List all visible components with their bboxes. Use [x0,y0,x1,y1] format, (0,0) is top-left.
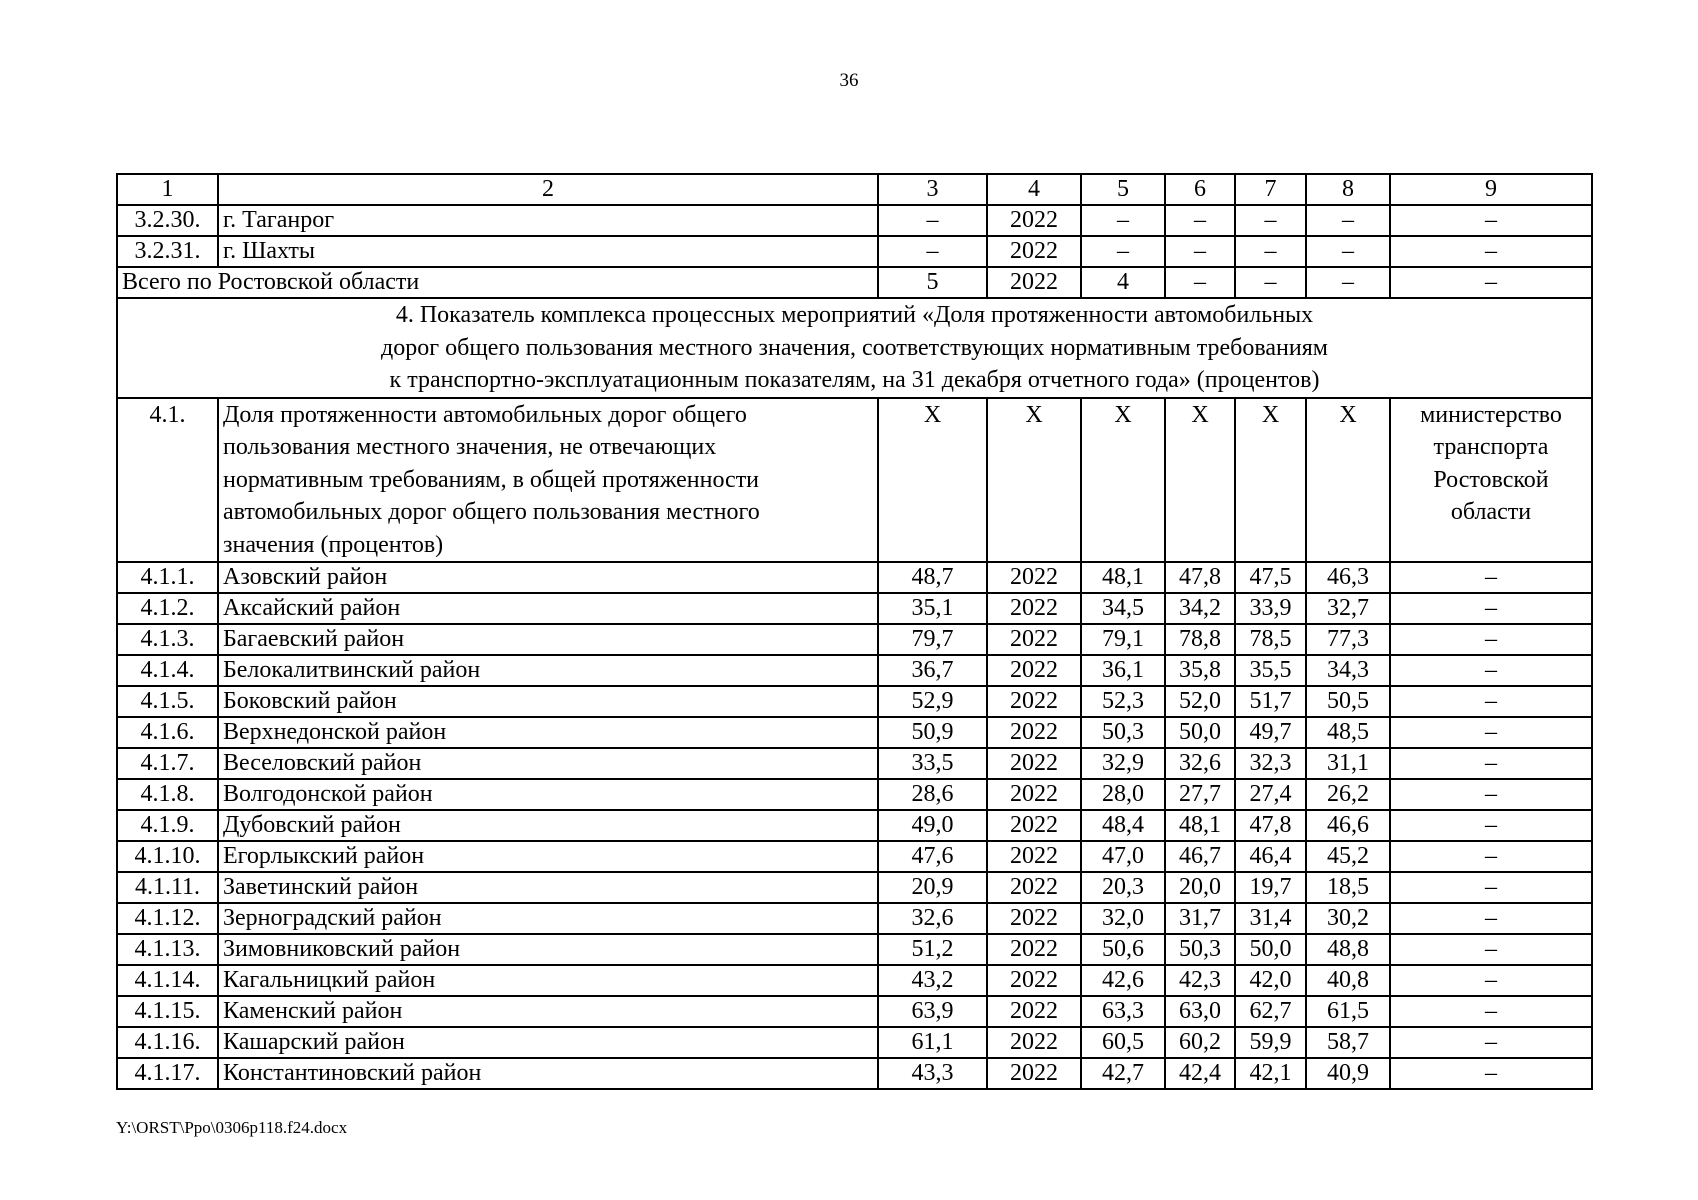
table-row [117,205,1592,236]
row-number-cell: 4.1.9. [117,810,218,841]
value-cell: – [1390,748,1592,779]
page-number: 36 [839,70,859,91]
value-cell: – [1081,205,1165,236]
value-cell: 50,5 [1306,686,1390,717]
value-cell: 60,2 [1165,1027,1235,1058]
value-cell: 2022 [987,655,1081,686]
value-cell: 46,3 [1306,562,1390,593]
row-number-cell: 4.1.3. [117,624,218,655]
value-cell: 2022 [987,236,1081,267]
value-cell: 35,8 [1165,655,1235,686]
value-cell: 42,1 [1235,1058,1306,1089]
value-cell: – [1165,267,1235,298]
section-title-row [117,298,1592,398]
value-cell: 34,5 [1081,593,1165,624]
responsible-line: области [1450,499,1532,525]
value-cell: 63,0 [1165,996,1235,1027]
value-cell: – [1235,267,1306,298]
value-cell: 49,7 [1235,717,1306,748]
section-title-line: к транспортно-эксплуатационным показателям, на 31 декабря отчетного года» (процентов) [389,367,1320,393]
value-cell: 2022 [987,593,1081,624]
header-cell: 9 [1390,174,1592,205]
value-cell: – [1390,593,1592,624]
row-number-cell: 4.1.5. [117,686,218,717]
value-cell: 48,1 [1081,562,1165,593]
value-cell: – [1390,205,1592,236]
indicator-description-line: пользования местного значения, не отвечающих [223,434,717,460]
value-cell: 19,7 [1235,872,1306,903]
value-cell: 36,1 [1081,655,1165,686]
value-cell: 52,0 [1165,686,1235,717]
value-cell: – [1165,205,1235,236]
value-cell: 48,7 [878,562,987,593]
row-number-cell: 4.1.15. [117,996,218,1027]
value-cell: 52,9 [878,686,987,717]
value-cell: 63,9 [878,996,987,1027]
value-cell: 46,4 [1235,841,1306,872]
value-cell: 2022 [987,779,1081,810]
value-cell: 33,5 [878,748,987,779]
responsible-line: транспорта [1433,434,1549,460]
value-cell: 78,5 [1235,624,1306,655]
total-row [117,267,1592,298]
table-row [117,903,1592,934]
value-cell: – [1390,562,1592,593]
value-cell: 2022 [987,996,1081,1027]
value-cell: – [1390,686,1592,717]
value-cell: 2022 [987,1027,1081,1058]
value-cell: 61,5 [1306,996,1390,1027]
row-number-cell: 4.1.12. [117,903,218,934]
value-cell: 2022 [987,624,1081,655]
value-cell: 2022 [987,841,1081,872]
value-cell: 78,8 [1165,624,1235,655]
header-cell: 3 [878,174,987,205]
row-name-cell: г. Шахты [218,236,878,267]
table-row [117,1027,1592,1058]
x-cell: Х [1081,398,1165,563]
responsible-line: министерство [1420,401,1562,428]
value-cell: 28,0 [1081,779,1165,810]
table-row [117,965,1592,996]
row-name-cell: Дубовский район [218,810,878,841]
value-cell: 50,6 [1081,934,1165,965]
row-number-cell: 4.1.10. [117,841,218,872]
section-title-line: дорог общего пользования местного значения, соответствующих нормативным требованиям [381,334,1328,361]
row-name-cell: Белокалитвинский район [218,655,878,686]
value-cell: – [1235,205,1306,236]
header-cell: 8 [1306,174,1390,205]
value-cell: 32,3 [1235,748,1306,779]
value-cell: 2022 [987,872,1081,903]
value-cell: 52,3 [1081,686,1165,717]
value-cell: 2022 [987,717,1081,748]
value-cell: 33,9 [1235,593,1306,624]
value-cell: 46,7 [1165,841,1235,872]
row-name-cell: Аксайский район [218,593,878,624]
table-row [117,996,1592,1027]
value-cell: 63,3 [1081,996,1165,1027]
value-cell: 35,1 [878,593,987,624]
value-cell: 20,0 [1165,872,1235,903]
table-row [117,934,1592,965]
row-name-cell: Каменский район [218,996,878,1027]
value-cell: 48,1 [1165,810,1235,841]
value-cell: – [878,205,987,236]
indicator-description-line: автомобильных дорог общего пользования местного [223,499,760,525]
value-cell: – [1390,267,1592,298]
table-row [117,562,1592,593]
table-row [117,872,1592,903]
value-cell: – [1390,841,1592,872]
value-cell: 5 [878,267,987,298]
value-cell: 28,6 [878,779,987,810]
value-cell: 58,7 [1306,1027,1390,1058]
value-cell: 32,6 [878,903,987,934]
section-title-line: 4. Показатель комплекса процессных мероприятий «Доля протяженности автомобильных [395,302,1314,328]
table-row [117,779,1592,810]
value-cell: 2022 [987,267,1081,298]
header-cell: 7 [1235,174,1306,205]
value-cell: 50,3 [1165,934,1235,965]
value-cell: 20,9 [878,872,987,903]
value-cell: 32,6 [1165,748,1235,779]
table-row [117,841,1592,872]
value-cell: 27,4 [1235,779,1306,810]
row-number-cell: 4.1.7. [117,748,218,779]
header-cell: 5 [1081,174,1165,205]
value-cell: – [1390,810,1592,841]
value-cell: – [1390,965,1592,996]
header-cell: 2 [218,174,878,205]
value-cell: 47,8 [1235,810,1306,841]
value-cell: 34,3 [1306,655,1390,686]
value-cell: 51,7 [1235,686,1306,717]
value-cell: 51,2 [878,934,987,965]
value-cell: 60,5 [1081,1027,1165,1058]
section-title-cell [117,298,1592,398]
row-name-cell: Кашарский район [218,1027,878,1058]
row-name-cell: Зерноградский район [218,903,878,934]
value-cell: 42,0 [1235,965,1306,996]
value-cell: 2022 [987,748,1081,779]
value-cell: – [1235,236,1306,267]
value-cell: 18,5 [1306,872,1390,903]
value-cell: – [1390,934,1592,965]
table-row [117,686,1592,717]
value-cell: 48,8 [1306,934,1390,965]
table-row [117,593,1592,624]
value-cell: 36,7 [878,655,987,686]
value-cell: 2022 [987,1058,1081,1089]
row-name-cell: Багаевский район [218,624,878,655]
value-cell: 46,6 [1306,810,1390,841]
value-cell: 32,0 [1081,903,1165,934]
value-cell: – [1390,717,1592,748]
row-name-cell: Азовский район [218,562,878,593]
value-cell: 45,2 [1306,841,1390,872]
value-cell: 2022 [987,205,1081,236]
row-number-cell: 4.1.8. [117,779,218,810]
row-number-cell: 3.2.31. [117,236,218,267]
value-cell: – [1306,267,1390,298]
value-cell: 48,5 [1306,717,1390,748]
value-cell: 31,4 [1235,903,1306,934]
value-cell: 42,4 [1165,1058,1235,1089]
footer-file-path: Y:\ORST\Ppo\0306p118.f24.docx [116,1118,348,1137]
indicator-description-line: нормативным требованиям, в общей протяженности [223,466,760,493]
row-number-cell: 4.1.14. [117,965,218,996]
value-cell: 50,9 [878,717,987,748]
total-label-cell: Всего по Ростовской области [117,267,878,298]
row-number-cell: 4.1.1. [117,562,218,593]
indicator-description-line: Доля протяженности автомобильных дорог общего [223,401,747,428]
row-name-cell: Волгодонской район [218,779,878,810]
x-cell: Х [1165,398,1235,563]
value-cell: – [1390,779,1592,810]
value-cell: – [1390,236,1592,267]
value-cell: 77,3 [1306,624,1390,655]
table-row [117,1058,1592,1089]
value-cell: 50,0 [1235,934,1306,965]
value-cell: 47,6 [878,841,987,872]
value-cell: 47,8 [1165,562,1235,593]
value-cell: 2022 [987,934,1081,965]
value-cell: 2022 [987,965,1081,996]
table-row [117,236,1592,267]
value-cell: 49,0 [878,810,987,841]
row-number-cell: 4.1.13. [117,934,218,965]
row-number-cell: 3.2.30. [117,205,218,236]
row-name-cell: Веселовский район [218,748,878,779]
value-cell: 35,5 [1235,655,1306,686]
header-cell: 6 [1165,174,1235,205]
value-cell: 79,7 [878,624,987,655]
responsible-cell [1390,398,1592,563]
value-cell: – [1390,1058,1592,1089]
header-cell: 1 [117,174,218,205]
header-row [117,174,1592,205]
row-name-cell: Заветинский район [218,872,878,903]
value-cell: 32,7 [1306,593,1390,624]
header-cell: 4 [987,174,1081,205]
x-cell: Х [1306,398,1390,563]
row-name-cell: г. Таганрог [218,205,878,236]
value-cell: 20,3 [1081,872,1165,903]
value-cell: – [1390,1027,1592,1058]
indicator-description-line: значения (процентов) [223,531,444,558]
row-name-cell: Зимовниковский район [218,934,878,965]
value-cell: 2022 [987,686,1081,717]
indicator-number-cell: 4.1. [117,398,218,563]
value-cell: 79,1 [1081,624,1165,655]
value-cell: – [878,236,987,267]
value-cell: – [1390,872,1592,903]
row-number-cell: 4.1.16. [117,1027,218,1058]
table-row [117,717,1592,748]
value-cell: 34,2 [1165,593,1235,624]
value-cell: – [1390,996,1592,1027]
value-cell: 42,6 [1081,965,1165,996]
value-cell: 2022 [987,810,1081,841]
table-row [117,810,1592,841]
value-cell: – [1390,655,1592,686]
table-row [117,655,1592,686]
row-name-cell: Верхнедонской район [218,717,878,748]
row-number-cell: 4.1.17. [117,1058,218,1089]
table-row [117,624,1592,655]
row-number-cell: 4.1.2. [117,593,218,624]
row-name-cell: Боковский район [218,686,878,717]
value-cell: 43,3 [878,1058,987,1089]
value-cell: – [1165,236,1235,267]
value-cell: 42,7 [1081,1058,1165,1089]
value-cell: 40,8 [1306,965,1390,996]
value-cell: – [1081,236,1165,267]
value-cell: – [1390,624,1592,655]
indicator-row [117,398,1592,563]
value-cell: 40,9 [1306,1058,1390,1089]
x-cell: Х [878,398,987,563]
value-cell: 50,3 [1081,717,1165,748]
row-number-cell: 4.1.11. [117,872,218,903]
row-name-cell: Егорлыкский район [218,841,878,872]
value-cell: 31,7 [1165,903,1235,934]
value-cell: 27,7 [1165,779,1235,810]
value-cell: 61,1 [878,1027,987,1058]
row-name-cell: Константиновский район [218,1058,878,1089]
row-name-cell: Кагальницкий район [218,965,878,996]
value-cell: – [1306,236,1390,267]
value-cell: 47,5 [1235,562,1306,593]
row-number-cell: 4.1.6. [117,717,218,748]
x-cell: Х [987,398,1081,563]
indicator-description-cell [218,398,878,563]
value-cell: 47,0 [1081,841,1165,872]
row-number-cell: 4.1.4. [117,655,218,686]
value-cell: 50,0 [1165,717,1235,748]
x-cell: Х [1235,398,1306,563]
value-cell: 4 [1081,267,1165,298]
value-cell: 43,2 [878,965,987,996]
value-cell: 59,9 [1235,1027,1306,1058]
value-cell: 42,3 [1165,965,1235,996]
value-cell: – [1306,205,1390,236]
indicators-table [116,173,1593,1090]
value-cell: – [1390,903,1592,934]
value-cell: 2022 [987,562,1081,593]
value-cell: 31,1 [1306,748,1390,779]
responsible-line: Ростовской [1433,466,1549,493]
value-cell: 2022 [987,903,1081,934]
value-cell: 48,4 [1081,810,1165,841]
value-cell: 62,7 [1235,996,1306,1027]
value-cell: 26,2 [1306,779,1390,810]
value-cell: 30,2 [1306,903,1390,934]
table-row [117,748,1592,779]
value-cell: 32,9 [1081,748,1165,779]
